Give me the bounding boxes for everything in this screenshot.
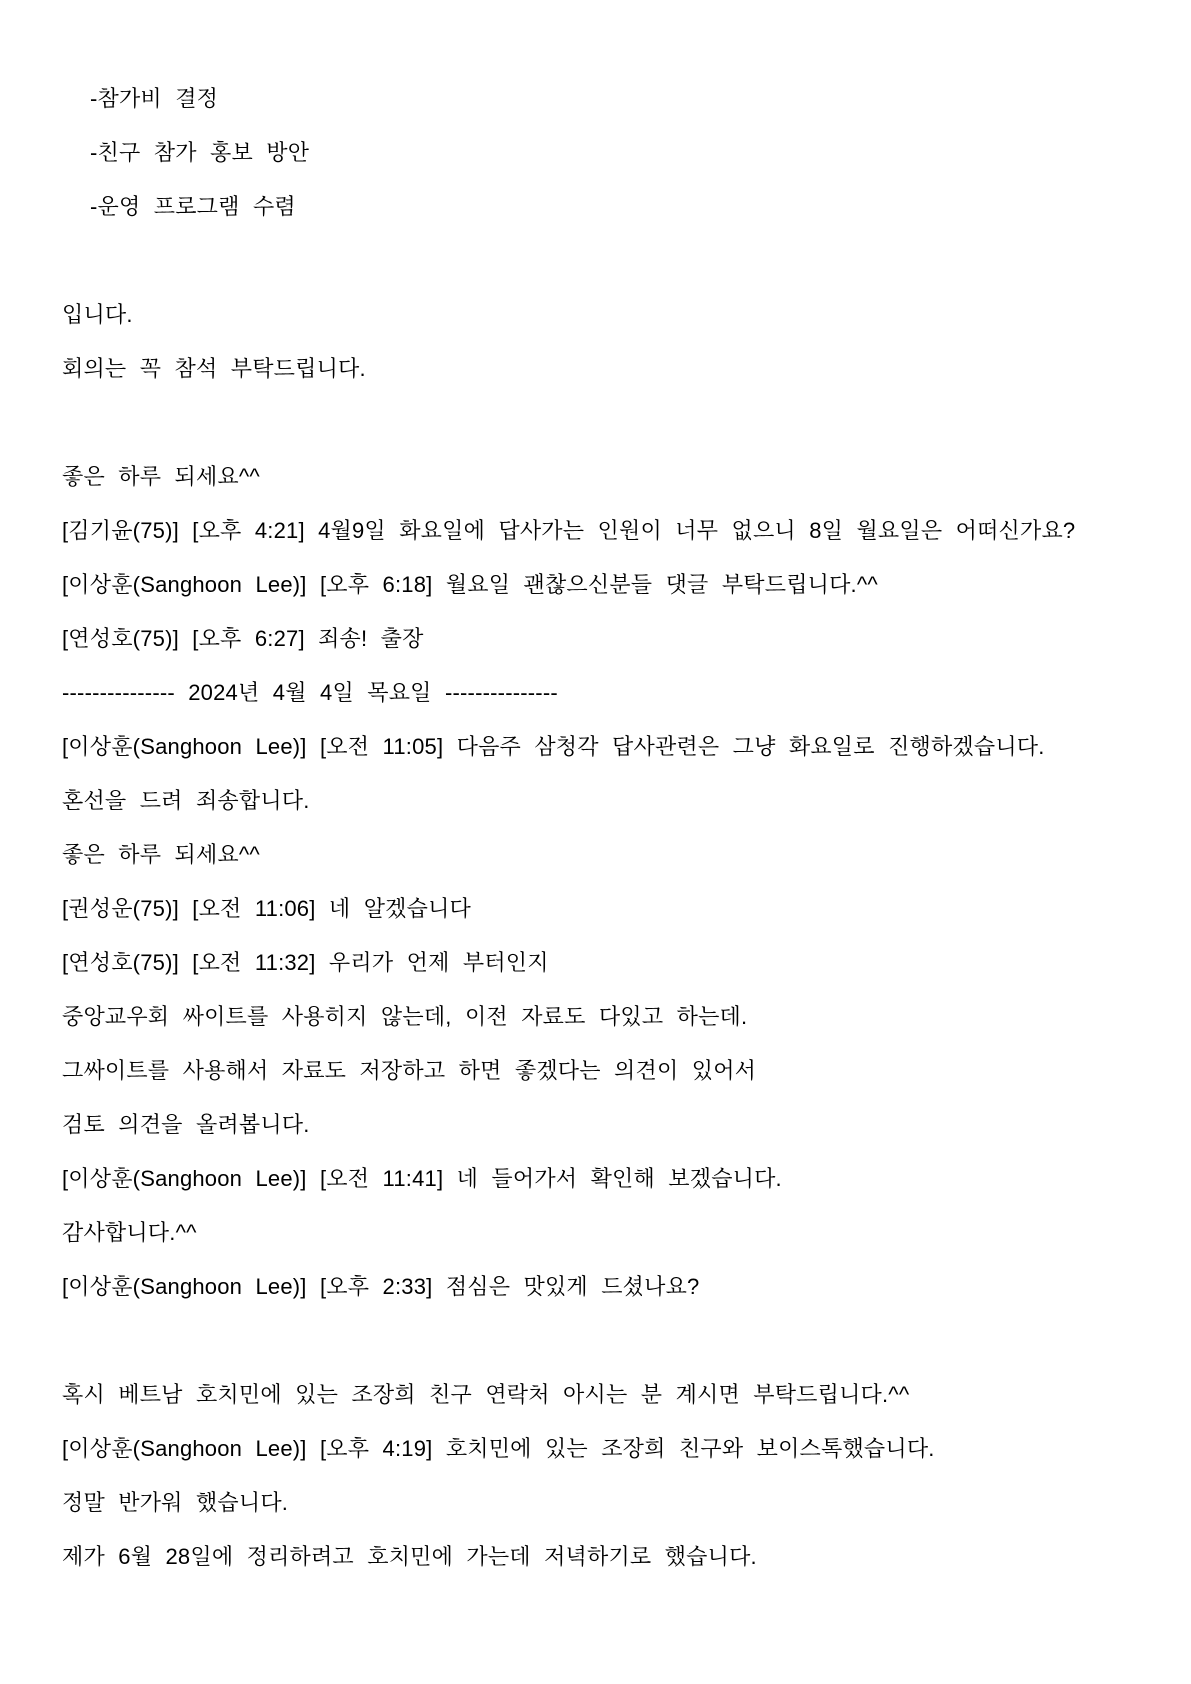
text-line: 정말 반가워 했습니다. [62,1490,289,1515]
chat-message-line: [김기윤(75)] [오후 4:21] 4월9일 화요일에 답사가는 인원이 너무 없으니 8일 월요일은 어떠신가요? [62,518,1076,543]
chat-message-line: [이상훈(Sanghoon Lee)] [오전 11:05] 다음주 삼청각 답사관련은 그냥 화요일로 진행하겠습니다. [62,734,1045,759]
text-line: 중앙교우회 싸이트를 사용히지 않는데, 이전 자료도 다있고 하는데. [62,1004,748,1029]
chat-message-line: [연성호(75)] [오전 11:32] 우리가 언제 부터인지 [62,950,549,975]
text-line: 감사합니다.^^ [62,1220,197,1245]
blank-line [62,1314,1173,1368]
chat-message-line: [권성운(75)] [오전 11:06] 네 알겠습니다 [62,896,471,921]
text-line: 검토 의견을 올려봅니다. [62,1112,310,1137]
date-divider-line: --------------- 2024년 4월 4일 목요일 --------------- [62,680,558,705]
agenda-item-line: -참가비 결정 [90,86,219,111]
chat-message-line: [이상훈(Sanghoon Lee)] [오후 2:33] 점심은 맛있게 드셨나요? [62,1274,700,1299]
chat-message-line: [연성호(75)] [오후 6:27] 죄송! 출장 [62,626,424,651]
blank-line [62,396,1173,450]
text-line: 회의는 꼭 참석 부탁드립니다. [62,356,366,381]
agenda-item-line: -친구 참가 홍보 방안 [90,140,310,165]
text-line: 혹시 베트남 호치민에 있는 조장희 친구 연락처 아시는 분 계시면 부탁드립니다.^^ [62,1382,910,1407]
text-line: 좋은 하루 되세요^^ [62,464,260,489]
chat-message-line: [이상훈(Sanghoon Lee)] [오후 4:19] 호치민에 있는 조장희 친구와 보이스톡했습니다. [62,1436,935,1461]
chat-message-line: [이상훈(Sanghoon Lee)] [오전 11:41] 네 들어가서 확인해 보겠습니다. [62,1166,782,1191]
text-line: 제가 6월 28일에 정리하려고 호치민에 가는데 저녁하기로 했습니다. [62,1544,757,1569]
text-line: 그싸이트를 사용해서 자료도 저장하고 하면 좋겠다는 의견이 있어서 [62,1058,757,1083]
text-line: 입니다. [62,302,133,327]
chat-message-line: [이상훈(Sanghoon Lee)] [오후 6:18] 월요일 괜찮으신분들 댓글 부탁드립니다.^^ [62,572,878,597]
agenda-item-line: -운영 프로그램 수렴 [90,194,296,219]
text-line: 좋은 하루 되세요^^ [62,842,260,867]
text-line: 혼선을 드려 죄송합니다. [62,788,310,813]
blank-line [62,234,1173,288]
